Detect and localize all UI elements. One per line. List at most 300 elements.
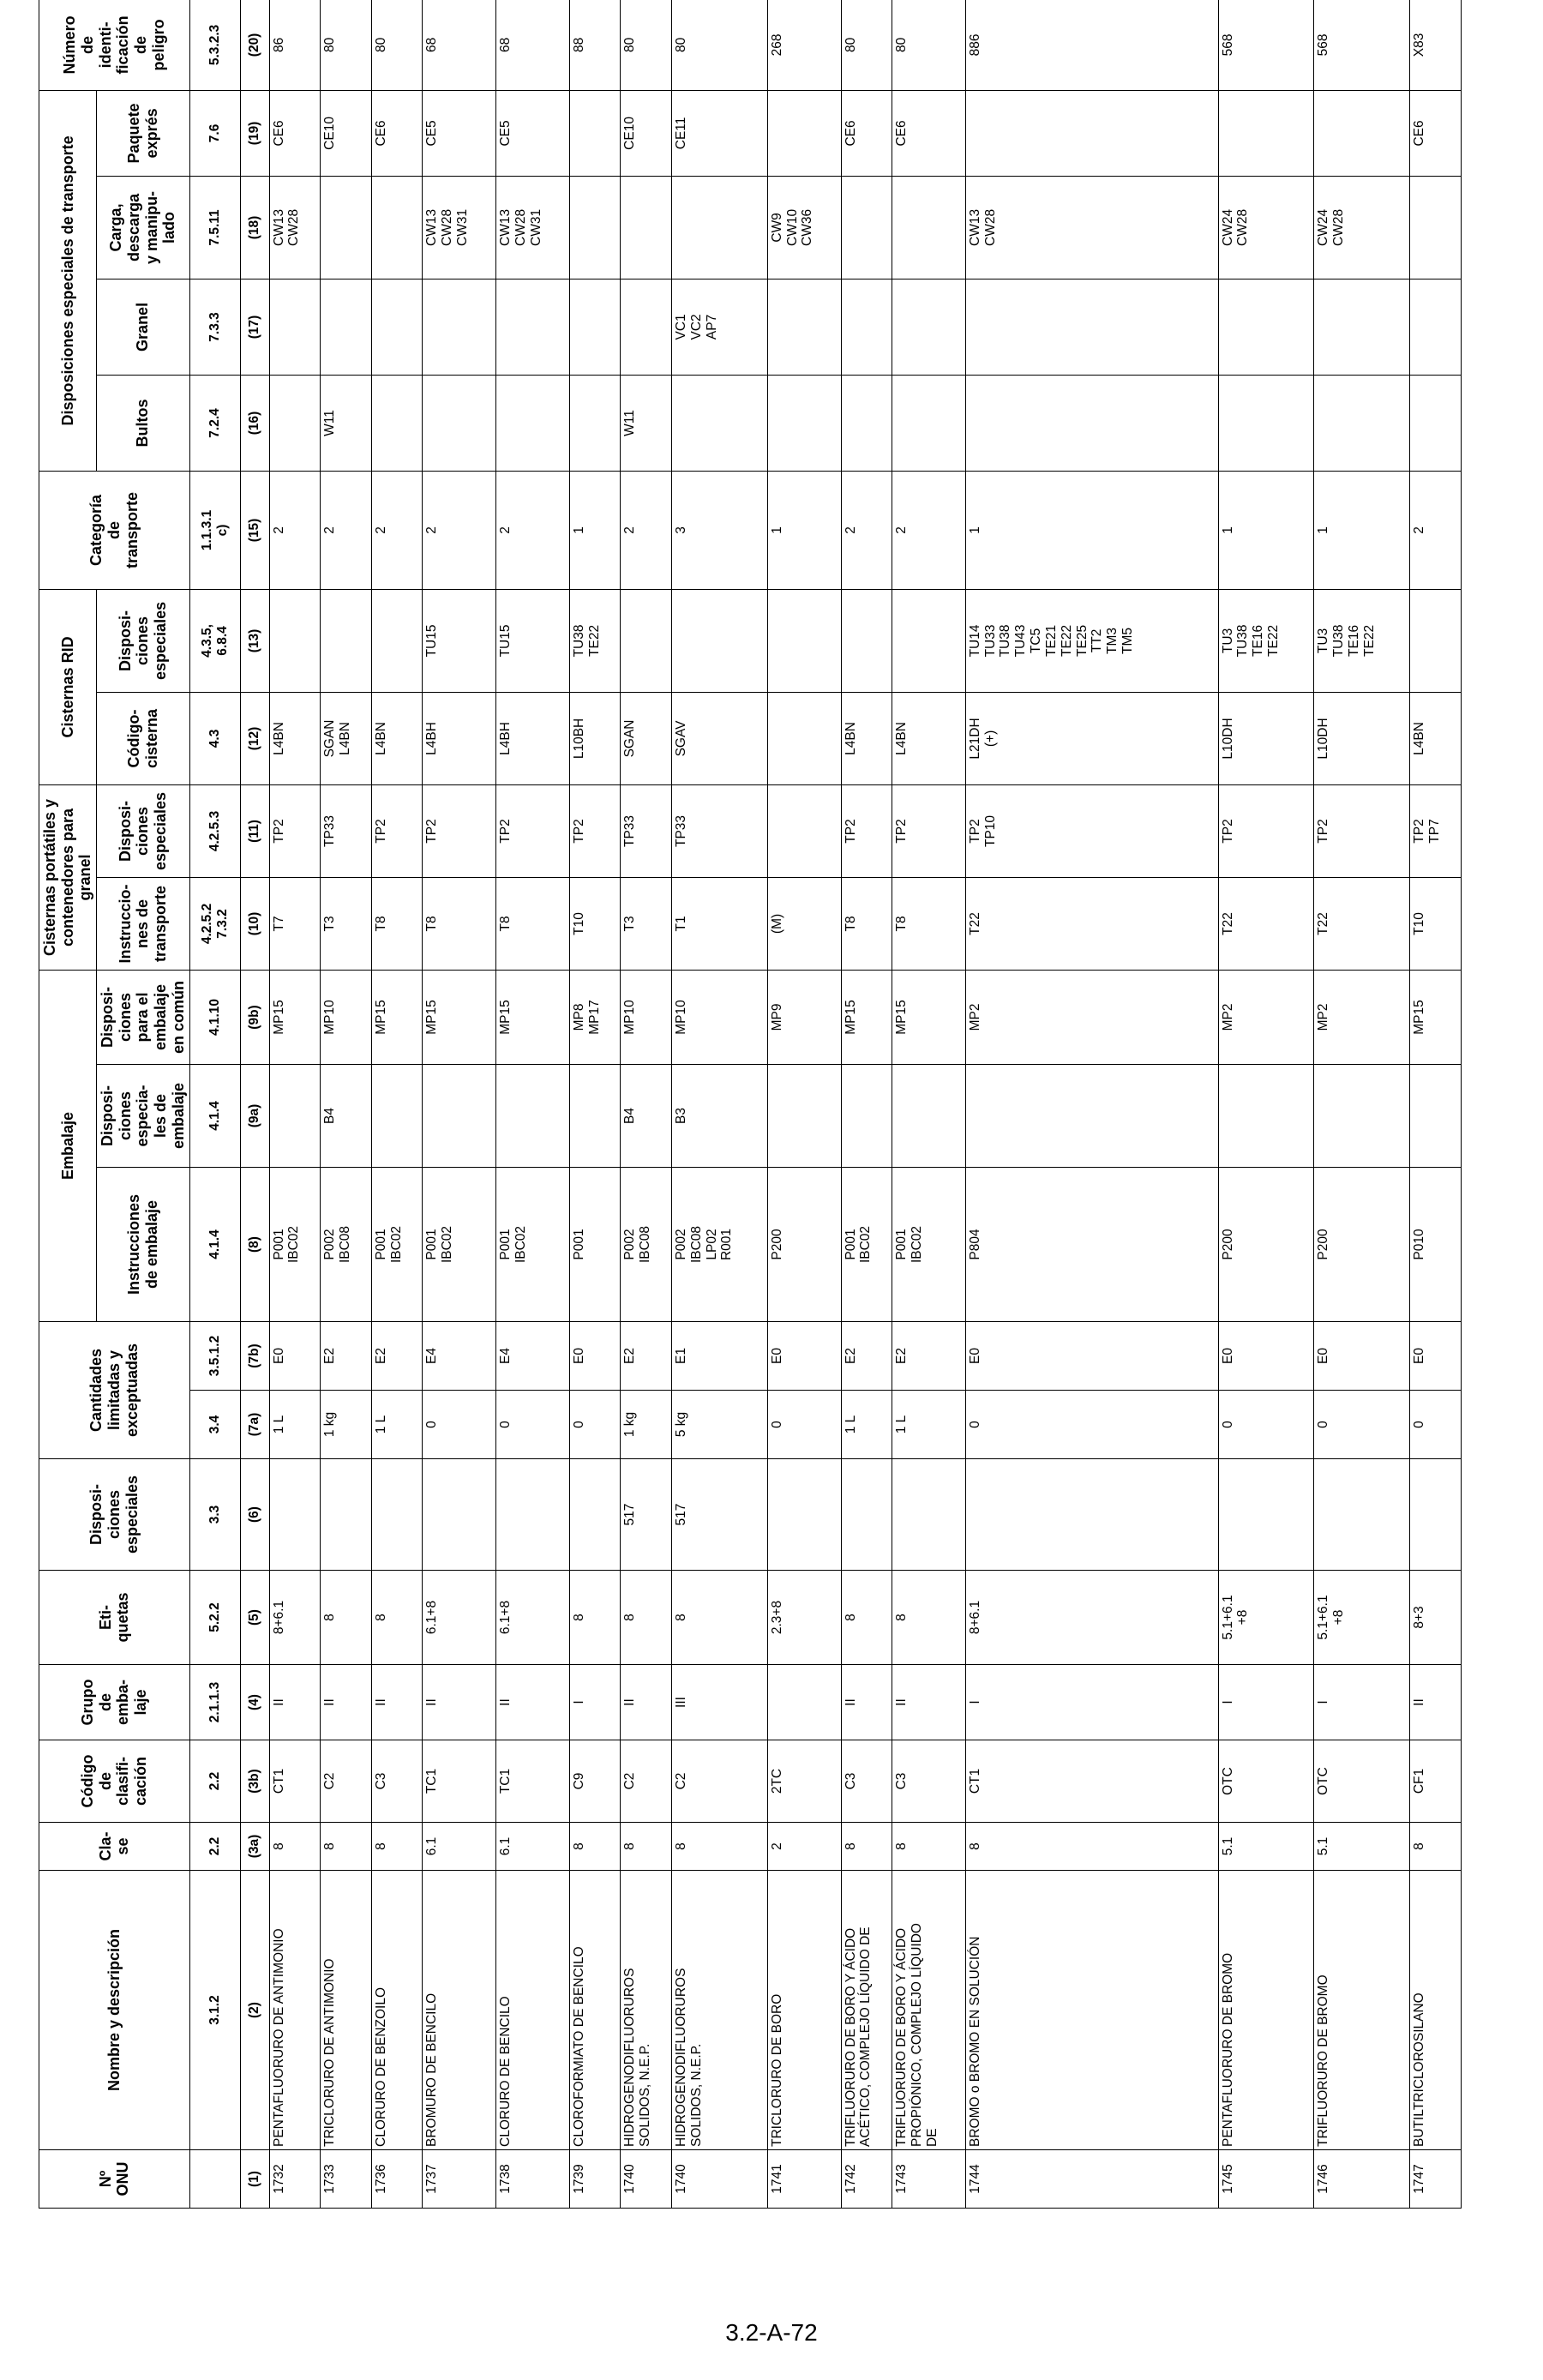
table-cell: P001 — [569, 1168, 621, 1322]
table-cell: 268 — [767, 0, 841, 90]
column-number-row — [241, 0, 269, 2209]
table-cell: C9 — [569, 1740, 621, 1823]
table-row — [767, 0, 841, 2209]
table-cell: TRICLORURO DE ANTIMONIO — [321, 1871, 372, 2150]
table-cell: CW9 CW10 CW36 — [767, 176, 841, 279]
table-cell — [1410, 375, 1462, 471]
table-cell: MP10 — [621, 970, 672, 1064]
table-cell: 1745 — [1218, 2150, 1314, 2209]
table-cell: CE6 — [892, 90, 966, 176]
table-cell: X83 — [1410, 0, 1462, 90]
table-cell: T8 — [841, 877, 892, 970]
table-cell — [569, 279, 621, 375]
table-cell: 2.1.1.3 — [189, 1665, 241, 1740]
table-cell — [1218, 90, 1314, 176]
table-cell: P002 IBC08 LP02 R001 — [671, 1168, 767, 1322]
table-cell: E0 — [569, 1322, 621, 1391]
table-cell: T8 — [371, 877, 423, 970]
table-cell: 1733 — [321, 2150, 372, 2209]
table-cell: 3.3 — [189, 1459, 241, 1571]
table-cell: MP10 — [321, 970, 372, 1064]
col-header-cisternas-rid: Cisternas RID — [39, 589, 97, 784]
table-cell — [569, 375, 621, 471]
table-cell — [321, 279, 372, 375]
table-cell — [841, 279, 892, 375]
table-cell: T3 — [321, 877, 372, 970]
header-row-1 — [39, 0, 97, 2209]
table-cell: CE5 — [496, 90, 570, 176]
table-cell — [496, 279, 570, 375]
table-cell: 3.4 — [189, 1391, 241, 1459]
table-cell: 1740 — [671, 2150, 767, 2209]
table-cell: 2 — [1410, 471, 1462, 589]
table-cell: 0 — [496, 1391, 570, 1459]
table-cell: (10) — [241, 877, 269, 970]
table-cell: 8 — [621, 1571, 672, 1665]
table-cell: 7.5.11 — [189, 176, 241, 279]
table-cell: T22 — [965, 877, 1218, 970]
table-cell — [965, 1065, 1218, 1168]
table-cell: CE6 — [269, 90, 321, 176]
col-header-paquete: Paquete exprés — [97, 90, 189, 176]
table-cell: E0 — [767, 1322, 841, 1391]
table-cell: 8+6.1 — [269, 1571, 321, 1665]
table-cell: CW13 CW28 CW31 — [496, 176, 570, 279]
table-cell: CW13 CW28 — [269, 176, 321, 279]
table-cell — [767, 279, 841, 375]
table-cell: 0 — [965, 1391, 1218, 1459]
table-cell: (7a) — [241, 1391, 269, 1459]
table-cell: 2 — [621, 471, 672, 589]
col-header-embalaje: Embalaje — [39, 970, 97, 1321]
table-cell: B4 — [621, 1065, 672, 1168]
table-cell: (18) — [241, 176, 269, 279]
table-cell: E0 — [1314, 1322, 1410, 1391]
table-cell — [767, 1665, 841, 1740]
table-cell — [1410, 1459, 1462, 1571]
table-cell: BROMO o BROMO EN SOLUCIÓN — [965, 1871, 1218, 2150]
table-cell: 80 — [371, 0, 423, 90]
col-header-disp-especiales: Disposi- ciones especiales — [39, 1459, 190, 1571]
table-cell: 8 — [892, 1571, 966, 1665]
table-cell: 517 — [621, 1459, 672, 1571]
table-cell: 517 — [671, 1459, 767, 1571]
table-cell: 68 — [496, 0, 570, 90]
table-cell — [269, 1459, 321, 1571]
table-cell: C3 — [371, 1740, 423, 1823]
dangerous-goods-table — [39, 0, 1462, 2209]
table-cell: 1732 — [269, 2150, 321, 2209]
table-cell: MP15 — [841, 970, 892, 1064]
col-header-cantidades: Cantidades limitadas y exceptuadas — [39, 1322, 190, 1459]
table-cell: L4BH — [496, 692, 570, 784]
table-cell — [892, 279, 966, 375]
table-cell: 8 — [965, 1823, 1218, 1871]
table-cell: 80 — [841, 0, 892, 90]
table-cell: 5.1 — [1314, 1823, 1410, 1871]
table-cell: TP33 — [621, 784, 672, 877]
table-cell — [767, 784, 841, 877]
table-cell: I — [1218, 1665, 1314, 1740]
table-cell: 2 — [423, 471, 496, 589]
table-cell: 8 — [671, 1823, 767, 1871]
table-cell — [423, 1459, 496, 1571]
table-cell: TP2 — [1218, 784, 1314, 877]
table-cell: 6.1+8 — [496, 1571, 570, 1665]
table-cell: II — [321, 1665, 372, 1740]
table-cell: E4 — [423, 1322, 496, 1391]
table-cell: 5.3.2.3 — [189, 0, 241, 90]
table-cell — [371, 1065, 423, 1168]
table-cell — [371, 375, 423, 471]
table-cell: PENTAFLUORURO DE ANTIMONIO — [269, 1871, 321, 2150]
table-cell: 0 — [1314, 1391, 1410, 1459]
table-cell — [892, 1459, 966, 1571]
table-cell: 1 kg — [321, 1391, 372, 1459]
table-cell: 7.6 — [189, 90, 241, 176]
table-cell: (9b) — [241, 970, 269, 1064]
table-cell: 3 — [671, 471, 767, 589]
table-cell: II — [841, 1665, 892, 1740]
table-cell — [965, 90, 1218, 176]
table-cell: TP2 — [841, 784, 892, 877]
table-cell: 8+3 — [1410, 1571, 1462, 1665]
table-cell: (17) — [241, 279, 269, 375]
table-cell — [965, 375, 1218, 471]
table-cell: P001 IBC02 — [841, 1168, 892, 1322]
table-cell — [423, 1065, 496, 1168]
table-cell: 1743 — [892, 2150, 966, 2209]
table-cell: 1747 — [1410, 2150, 1462, 2209]
table-cell: (3a) — [241, 1823, 269, 1871]
table-cell: 2 — [841, 471, 892, 589]
table-cell: 1 — [569, 471, 621, 589]
table-cell: TP2 — [569, 784, 621, 877]
table-cell: E2 — [841, 1322, 892, 1391]
table-cell: 2.2 — [189, 1823, 241, 1871]
col-header-instrucciones-transporte: Instruccio- nes de transporte — [97, 877, 189, 970]
table-cell: E0 — [1218, 1322, 1314, 1391]
table-cell: 8 — [892, 1823, 966, 1871]
table-cell: TRIFLUORURO DE BROMO — [1314, 1871, 1410, 2150]
col-header-instrucciones-embalaje: Instrucciones de embalaje — [97, 1168, 189, 1322]
table-cell: (11) — [241, 784, 269, 877]
table-cell — [841, 1459, 892, 1571]
table-cell: 0 — [423, 1391, 496, 1459]
rotated-table-wrapper — [39, 17, 1462, 2209]
table-cell: II — [371, 1665, 423, 1740]
table-cell — [496, 1065, 570, 1168]
table-cell: II — [621, 1665, 672, 1740]
table-cell: 1 — [1218, 471, 1314, 589]
table-cell: 4.2.5.3 — [189, 784, 241, 877]
table-cell: C3 — [892, 1740, 966, 1823]
table-cell: 8 — [371, 1571, 423, 1665]
table-cell: PENTAFLUORURO DE BROMO — [1218, 1871, 1314, 2150]
table-cell: HIDROGENODIFLUORUROS SOLIDOS, N.E.P. — [621, 1871, 672, 2150]
table-cell: HIDROGENODIFLUORUROS SOLIDOS, N.E.P. — [671, 1871, 767, 2150]
col-header-codigo-cisterna: Código- cisterna — [97, 692, 189, 784]
table-row — [496, 0, 570, 2209]
col-header-clase: Cla- se — [39, 1823, 190, 1871]
table-cell: (5) — [241, 1571, 269, 1665]
table-cell: 8 — [621, 1823, 672, 1871]
table-cell — [569, 1459, 621, 1571]
col-header-disp-especiales-embalaje: Disposi- ciones especia- les de embalaje — [97, 1065, 189, 1168]
table-row — [569, 0, 621, 2209]
table-cell: 1740 — [621, 2150, 672, 2209]
table-cell: CE6 — [371, 90, 423, 176]
table-cell — [892, 589, 966, 692]
reference-row — [189, 0, 241, 2209]
table-cell: (7b) — [241, 1322, 269, 1391]
table-cell: 5.1+6.1 +8 — [1218, 1571, 1314, 1665]
table-cell: P001 IBC02 — [423, 1168, 496, 1322]
table-cell: CE6 — [1410, 90, 1462, 176]
table-cell: TU3 TU38 TE16 TE22 — [1314, 589, 1410, 692]
table-cell: (19) — [241, 90, 269, 176]
table-cell: TP2 — [371, 784, 423, 877]
table-cell — [269, 375, 321, 471]
table-cell: TC1 — [496, 1740, 570, 1823]
table-cell: T10 — [1410, 877, 1462, 970]
table-cell: 0 — [767, 1391, 841, 1459]
table-cell — [189, 2150, 241, 2209]
table-cell — [1410, 176, 1462, 279]
table-cell: 8 — [671, 1571, 767, 1665]
table-cell: 1 L — [841, 1391, 892, 1459]
table-cell: II — [1410, 1665, 1462, 1740]
table-cell: 6.1 — [496, 1823, 570, 1871]
table-cell: TP2 — [269, 784, 321, 877]
table-cell: 80 — [621, 0, 672, 90]
table-cell: 8 — [371, 1823, 423, 1871]
table-cell: 1.1.3.1 c) — [189, 471, 241, 589]
table-cell: OTC — [1218, 1740, 1314, 1823]
table-cell: 4.3 — [189, 692, 241, 784]
table-cell: E4 — [496, 1322, 570, 1391]
table-cell: L4BN — [269, 692, 321, 784]
table-cell — [423, 279, 496, 375]
table-cell: 8 — [1410, 1823, 1462, 1871]
table-cell: 7.2.4 — [189, 375, 241, 471]
table-cell: 1 — [767, 471, 841, 589]
table-cell: BUTILTRICLOROSILANO — [1410, 1871, 1462, 2150]
table-cell: CF1 — [1410, 1740, 1462, 1823]
table-cell — [965, 1459, 1218, 1571]
page-number: 3.2-A-72 — [725, 2319, 818, 2346]
table-cell: TRIFLUORURO DE BORO Y ÁCIDO ACÉTICO, COMPLEJO LÍQUIDO DE — [841, 1871, 892, 2150]
table-cell: CE10 — [621, 90, 672, 176]
table-cell: TP2 TP10 — [965, 784, 1218, 877]
table-cell: I — [965, 1665, 1218, 1740]
table-cell: CLOROFORMIATO DE BENCILO — [569, 1871, 621, 2150]
table-cell: 7.3.3 — [189, 279, 241, 375]
table-cell: P001 IBC02 — [371, 1168, 423, 1322]
table-row — [892, 0, 966, 2209]
col-header-codigo: Código de clasifi- cación — [39, 1740, 190, 1823]
col-header-un-no: Nº ONU — [39, 2150, 190, 2209]
table-cell: E2 — [892, 1322, 966, 1391]
table-cell: CW13 CW28 — [965, 176, 1218, 279]
table-cell: E0 — [965, 1322, 1218, 1391]
table-cell: MP8 MP17 — [569, 970, 621, 1064]
table-cell: 8 — [269, 1823, 321, 1871]
table-cell — [321, 176, 372, 279]
table-cell: 1742 — [841, 2150, 892, 2209]
table-cell — [1410, 279, 1462, 375]
col-header-numero-peligro: Número de identi- ficación de peligro — [39, 0, 190, 90]
table-cell: (13) — [241, 589, 269, 692]
table-cell: L21DH (+) — [965, 692, 1218, 784]
table-cell: T1 — [671, 877, 767, 970]
table-cell: 86 — [269, 0, 321, 90]
table-cell: TU38 TE22 — [569, 589, 621, 692]
table-cell — [621, 176, 672, 279]
table-cell — [569, 176, 621, 279]
table-cell: P200 — [767, 1168, 841, 1322]
table-cell: 4.1.4 — [189, 1168, 241, 1322]
table-row — [621, 0, 672, 2209]
col-header-carga: Carga, descarga y manipu- lado — [97, 176, 189, 279]
table-cell: MP15 — [423, 970, 496, 1064]
table-cell: L4BN — [1410, 692, 1462, 784]
table-cell: 1744 — [965, 2150, 1218, 2209]
table-row — [1218, 0, 1314, 2209]
table-cell: BROMURO DE BENCILO — [423, 1871, 496, 2150]
table-row — [965, 0, 1218, 2209]
table-cell: 1737 — [423, 2150, 496, 2209]
table-cell — [569, 1065, 621, 1168]
table-cell: TRIFLUORURO DE BORO Y ÁCIDO PROPIÓNICO, COMPLEJO LÍQUIDO DE — [892, 1871, 966, 2150]
table-cell — [1218, 1459, 1314, 1571]
table-cell — [371, 176, 423, 279]
table-cell: MP15 — [892, 970, 966, 1064]
table-cell: 8 — [569, 1823, 621, 1871]
table-cell — [621, 279, 672, 375]
table-cell: 1741 — [767, 2150, 841, 2209]
table-cell: II — [423, 1665, 496, 1740]
table-cell: TU3 TU38 TE16 TE22 — [1218, 589, 1314, 692]
table-cell: I — [1314, 1665, 1410, 1740]
table-row — [371, 0, 423, 2209]
table-cell: CT1 — [965, 1740, 1218, 1823]
table-cell — [671, 176, 767, 279]
table-cell — [321, 1459, 372, 1571]
table-cell — [965, 279, 1218, 375]
table-cell: 8 — [321, 1571, 372, 1665]
table-cell: 80 — [321, 0, 372, 90]
table-cell: 1 — [1314, 471, 1410, 589]
table-row — [321, 0, 372, 2209]
table-cell — [1410, 589, 1462, 692]
table-cell: VC1 VC2 AP7 — [671, 279, 767, 375]
table-cell: W11 — [621, 375, 672, 471]
table-cell: TU15 — [423, 589, 496, 692]
table-cell — [767, 375, 841, 471]
table-cell: MP9 — [767, 970, 841, 1064]
table-cell — [1218, 279, 1314, 375]
table-cell: T22 — [1218, 877, 1314, 970]
table-cell: MP2 — [1218, 970, 1314, 1064]
table-cell: T8 — [423, 877, 496, 970]
table-cell: P200 — [1218, 1168, 1314, 1322]
table-cell: 2 — [269, 471, 321, 589]
table-cell: (20) — [241, 0, 269, 90]
table-cell — [892, 1065, 966, 1168]
table-cell: MP15 — [371, 970, 423, 1064]
table-cell: E2 — [371, 1322, 423, 1391]
table-cell: C2 — [321, 1740, 372, 1823]
table-cell: TP2 — [496, 784, 570, 877]
table-cell: TP2 TP7 — [1410, 784, 1462, 877]
table-cell: TU15 — [496, 589, 570, 692]
table-row — [841, 0, 892, 2209]
table-cell: 568 — [1314, 0, 1410, 90]
table-cell: 2.3+8 — [767, 1571, 841, 1665]
table-cell: L4BN — [371, 692, 423, 784]
table-cell: P001 IBC02 — [269, 1168, 321, 1322]
table-cell: CE11 — [671, 90, 767, 176]
table-cell: 2 — [321, 471, 372, 589]
table-cell: 8 — [569, 1571, 621, 1665]
table-cell: E2 — [621, 1322, 672, 1391]
table-cell: II — [496, 1665, 570, 1740]
table-cell: 1 — [965, 471, 1218, 589]
table-cell: 80 — [671, 0, 767, 90]
table-cell: 886 — [965, 0, 1218, 90]
table-cell: 2TC — [767, 1740, 841, 1823]
table-cell: T22 — [1314, 877, 1410, 970]
table-cell — [1218, 375, 1314, 471]
table-cell: (4) — [241, 1665, 269, 1740]
table-cell: CT1 — [269, 1740, 321, 1823]
table-cell — [1314, 90, 1410, 176]
table-cell: CW24 CW28 — [1314, 176, 1410, 279]
table-cell: 1 kg — [621, 1391, 672, 1459]
table-row — [671, 0, 767, 2209]
table-cell: L4BN — [892, 692, 966, 784]
table-cell: (12) — [241, 692, 269, 784]
table-cell: 3.1.2 — [189, 1871, 241, 2150]
table-cell: T3 — [621, 877, 672, 970]
table-cell: E0 — [1410, 1322, 1462, 1391]
table-cell: 8 — [841, 1823, 892, 1871]
table-cell: 0 — [1410, 1391, 1462, 1459]
table-cell: (8) — [241, 1168, 269, 1322]
table-cell — [841, 589, 892, 692]
table-cell — [892, 176, 966, 279]
table-cell: 568 — [1218, 0, 1314, 90]
table-cell: C3 — [841, 1740, 892, 1823]
table-cell: B4 — [321, 1065, 372, 1168]
table-row — [1314, 0, 1410, 2209]
table-cell — [321, 589, 372, 692]
table-cell: (1) — [241, 2150, 269, 2209]
table-cell: T10 — [569, 877, 621, 970]
table-cell: (3b) — [241, 1740, 269, 1823]
col-header-grupo: Grupo de emba- laje — [39, 1665, 190, 1740]
table-cell: SGAN — [621, 692, 672, 784]
table-cell: CE6 — [841, 90, 892, 176]
table-cell — [841, 1065, 892, 1168]
table-cell: E2 — [321, 1322, 372, 1391]
table-cell: P001 IBC02 — [892, 1168, 966, 1322]
table-cell: (9a) — [241, 1065, 269, 1168]
table-cell: 2 — [892, 471, 966, 589]
table-cell: CW13 CW28 CW31 — [423, 176, 496, 279]
table-cell: (16) — [241, 375, 269, 471]
